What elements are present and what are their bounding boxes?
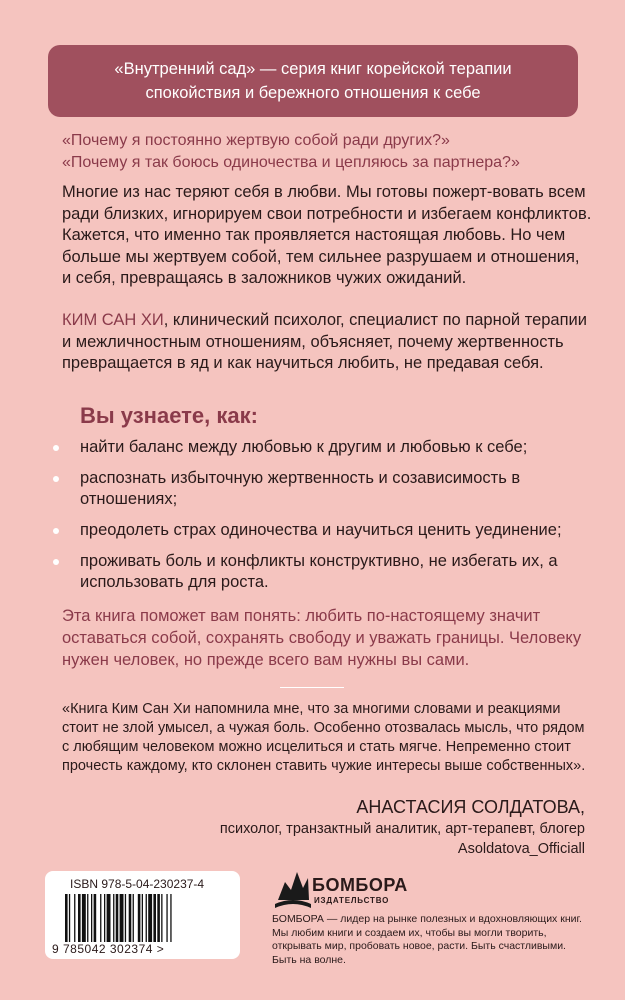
review-signature [220,795,585,859]
series-banner [48,45,578,117]
questions-block [62,130,592,174]
barcode-box [45,871,240,959]
author-description: , клинический психолог, специалист по парной терапии и межличностным отношениям, объясняет, почему жертвенность превращается в яд и как научиться любить, не предавая себя. [62,311,587,372]
banner-line-2: спокойствия и бережного отношения к себе [145,84,481,102]
learn-item: найти баланс между любовью к другим и любовью к себе; [50,437,590,458]
isbn-label: ISBN 978-5-04-230237-4 [70,877,205,891]
learn-heading: Вы узнаете, как: [80,403,258,428]
barcode-digits: 9 785042 302374 > [52,942,165,956]
highlight-paragraph: Эта книга поможет вам понять: любить по-настоящему значит оставаться собой, сохранять свободу и уважать границы. Человеку нужен человек, но прежде всего вам нужны вы сами. [62,607,582,669]
author-name: КИМ САН ХИ [62,311,164,329]
reviewer-role: психолог, транзактный аналитик, арт-терапевт, блогер [219,821,585,837]
reviewer-name: АНАСТАСИЯ СОЛДАТОВА, [356,797,585,817]
question-2: «Почему я так боюсь одиночества и цепляюсь за партнера?» [62,154,520,171]
review-quote: «Книга Ким Сан Хи напомнила мне, что за многими словами и реакциями стоит не злой умысел, а чужая боль. Особенно отозвалась мысль, что рядом с любящим человеком можно исцелиться и стать мягче. Непременно стоит прочесть каждому, кто склонен ставить чужие интересы выше собственных». [62,701,586,774]
publisher-logo-name: БОМБОРА [312,875,408,895]
author-paragraph [62,310,592,375]
publisher-logo-sub: ИЗДАТЕЛЬСТВО [314,896,390,905]
learn-item: преодолеть страх одиночества и научиться ценить уединение; [50,520,590,541]
divider [280,687,344,688]
publisher-description: БОМБОРА — лидер на рынке полезных и вдохновляющих книг. Мы любим книги и создаем их, чтобы вы могли творить, открывать мир, пробовать новое, расти. Быть счастливыми. Быть на волне. [272,913,582,966]
intro-paragraph: Многие из нас теряют себя в любви. Мы готовы пожерт-вовать всем ради близких, игнорируем свои потребности и избегаем конфликтов. Кажется, что именно так проявляется настоящая любовь. Но чем больше мы жертвуем собой, тем сильнее разрушаем и отношения, и себя, превращаясь в заложников чужих ожиданий. [62,183,592,287]
banner-line-1: «Внутренний сад» — серия книг корейской терапии [114,60,512,78]
learn-item: проживать боль и конфликты конструктивно, не избегать их, а использовать для роста. [50,551,590,593]
learn-list [50,437,590,603]
learn-item: распознать избыточную жертвенность и созависимость в отношениях; [50,468,590,510]
barcode-icon [65,894,225,942]
reviewer-handle: Asoldatova_Officiall [457,841,585,857]
question-1: «Почему я постоянно жертвую собой ради других?» [62,132,450,149]
